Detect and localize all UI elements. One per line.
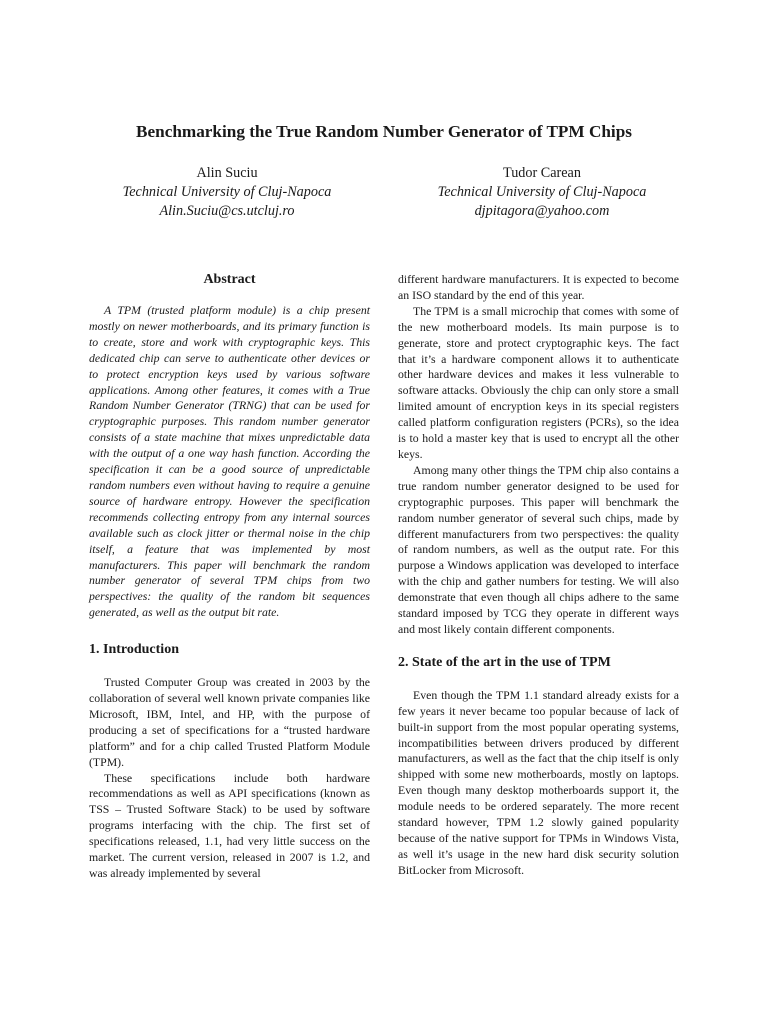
spacer xyxy=(398,638,679,653)
author-name: Tudor Carean xyxy=(503,165,581,181)
author-affiliation: Technical University of Cluj-Napoca xyxy=(122,184,332,200)
section-heading-introduction: 1. Introduction xyxy=(89,642,179,658)
spacer xyxy=(398,673,679,688)
author-1 xyxy=(77,164,377,221)
left-column xyxy=(89,270,370,882)
body-paragraph: These specifications include both hardware recommendations as well as API specifications (known as TSS – Trusted Software Stack) to be used by software programs interfacing with the chip. The first set of specifications released, 1.1, had very little success on the market. The current version, released in 2007 is 1.2, and was already implemented by several xyxy=(89,770,370,880)
body-paragraph: Even though the TPM 1.1 standard already exists for a few years it never became too popular because of lack of built-in support from the most popular operating systems, incompatibilities between drivers produced by different manufacturers, as well as the fact that the chip itself is only shipped with some new motherboards, mostly on laptops. Even though many desktop motherboards support it, the module needs to be ordered separately. The more recent standard however, TPM 1.2 slowly gained popularity because of the native support for TPMs in Windows Vista, as well it’s usage in the new hard disk security solution BitLocker from Microsoft. xyxy=(398,687,679,877)
section-heading-state-of-art: 2. State of the art in the use of TPM xyxy=(398,654,611,670)
spacer xyxy=(89,660,370,675)
body-paragraph: Among many other things the TPM chip also contains a true random number generator designed to be used for cryptographic purposes. This paper will benchmark the random number generator of several such chips, made by different manufacturers from two perspectives: the quality of random numbers, as well as the output rate. For this purpose a Windows application was developed to interface with the chip and gather numbers for testing. We will also demonstrate that even though all chips adhere to the same standard imposed by TCG they operate in different ways and most likely contain different components. xyxy=(398,462,679,636)
author-email: djpitagora@yahoo.com xyxy=(474,203,610,219)
author-2 xyxy=(392,164,692,221)
right-column xyxy=(398,272,679,879)
abstract-heading: Abstract xyxy=(203,272,256,287)
abstract-text: A TPM (trusted platform module) is a chip present mostly on newer motherboards, and its primary function is to create, store and work with cryptographic keys. This dedicated chip can serve to authenticate other devices or to protect encryption keys used by various software applications. Among other features, it comes with a True Random Number Generator (TRNG) that can be used for cryptographic purposes. This random number generator consists of a state machine that mixes unpredictable data with the output of a one way hash function. According the specification it can be a good source of unpredictable random numbers even without having to require a genuine source of hardware entropy. However the specification recommends collecting entropy from any internal sources available such as clock jitter or thermal noise in the chip itself, a feature that was implemented by most manufacturers. This paper will benchmark the random number generator of several TPM chips from two perspectives: the quality of the random bit sequences generated, as well as the output bit rate. xyxy=(89,303,370,620)
spacer xyxy=(89,621,370,640)
author-email: Alin.Suciu@cs.utcluj.ro xyxy=(159,203,295,219)
author-affiliation: Technical University of Cluj-Napoca xyxy=(437,184,647,200)
body-paragraph: The TPM is a small microchip that comes with some of the new motherboard models. Its main purpose is to generate, store and protect cryptographic keys. The fact that it’s a hardware component allows it to authenticate other hardware devices and makes it less vulnerable to software attacks. Obviously the chip can only store a small limited amount of encryption keys in its special registers called platform configuration registers (PCRs), so the idea is to hold a master key that is used to encrypt all the other keys. xyxy=(398,303,679,461)
paper-title: Benchmarking the True Random Number Generator of TPM Chips xyxy=(136,122,632,141)
author-name: Alin Suciu xyxy=(196,165,258,181)
body-paragraph: different hardware manufacturers. It is expected to become an ISO standard by the end of this year. xyxy=(398,272,679,302)
body-paragraph: Trusted Computer Group was created in 2003 by the collaboration of several well known private companies like Microsoft, IBM, Intel, and HP, with the purpose of producing a set of specifications for a “trusted hardware platform” and for a chip called Trusted Platform Module (TPM). xyxy=(89,675,370,769)
